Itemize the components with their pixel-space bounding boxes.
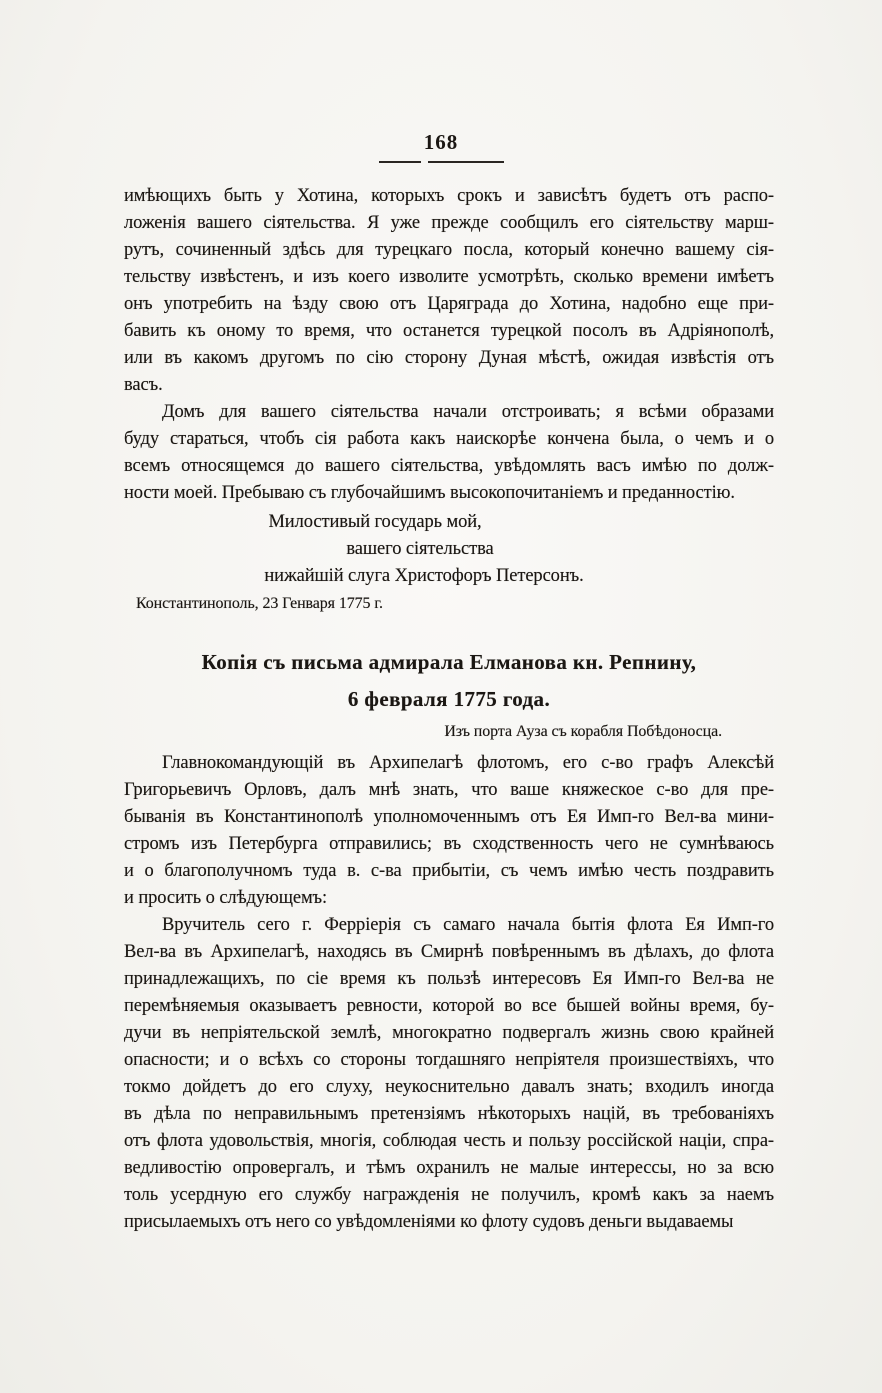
text-line: тельству извѣстенъ, и изъ коего изволите усмотрѣть, сколько времени имѣетъ — [124, 267, 774, 287]
paragraph-continuation — [124, 183, 774, 399]
rule-segment — [379, 161, 421, 163]
page-number-rule — [0, 161, 882, 163]
text-line: всемъ относящемся до вашего сіятельства, увѣдомлять васъ имѣю по долж- — [124, 456, 774, 476]
text-line: бавить къ оному то время, что останется турецкой посолъ въ Адріянополѣ, — [124, 321, 774, 341]
paragraph-ferrieri — [124, 912, 774, 1236]
text-line: ложенія вашего сіятельства. Я уже прежде сообщилъ его сіятельству марш- — [124, 213, 774, 233]
section-heading-line2: 6 февраля 1775 года. — [347, 687, 551, 711]
text-line: Главнокомандующій въ Архипелагѣ флотомъ, его с-во графъ Алексѣй — [162, 753, 774, 773]
paragraph-intro — [124, 750, 774, 912]
text-line: въ дѣла по неправильнымъ претензіямъ нѣкоторыхъ націй, въ требованіяхъ — [124, 1104, 774, 1124]
text-line: рутъ, сочиненный здѣсь для турецкаго посла, который конечно вашему сія- — [124, 240, 774, 260]
text-line: отъ флота удовольствія, многія, соблюдая честь и пользу россійской націи, спра- — [124, 1131, 774, 1151]
page-number: 168 — [423, 130, 459, 154]
section-heading — [124, 644, 774, 718]
closing-salutation: Милостивый государь мой, — [268, 512, 482, 532]
text-line: и просить о слѣдующемъ: — [124, 888, 328, 908]
paragraph-house — [124, 399, 774, 507]
closing-signature: нижайшій слуга Христофоръ Петерсонъ. — [264, 566, 584, 586]
text-line: быванія въ Константинополѣ уполномоченнымъ отъ Ея Имп-го Вел-ва мини- — [124, 807, 774, 827]
rule-segment — [428, 161, 504, 163]
text-line: онъ употребить на ѣзду свою отъ Царяграда до Хотина, надобно еще при- — [124, 294, 774, 314]
text-line: или въ какомъ другомъ по сію сторону Дуная мѣстѣ, ожидая извѣстія отъ — [124, 348, 774, 368]
text-line: имѣющихъ быть у Хотина, которыхъ срокъ и зависѣтъ будетъ отъ распо- — [124, 186, 774, 206]
closing-addressee: вашего сіятельства — [346, 539, 494, 559]
text-line: ведливостію опровергалъ, и тѣмъ охранилъ не малые интерессы, но за всю — [124, 1158, 774, 1178]
text-line: токмо дойдетъ до его слуху, неукоснительно давалъ знать; входилъ иногда — [124, 1077, 774, 1097]
text-line: толь усердную его службу награжденія не получилъ, кромѣ какъ за наемъ — [124, 1185, 774, 1205]
origin-note: Изъ порта Ауза съ корабля Побѣдоносца. — [444, 723, 722, 740]
letter-closing — [124, 509, 774, 590]
text-line: Вручитель сего г. Ферріерія съ самаго начала бытія флота Ея Имп-го — [162, 915, 774, 935]
dateline: Константинополь, 23 Генваря 1775 г. — [136, 595, 383, 612]
text-line: дучи въ непріятельской землѣ, многократно подвергалъ жизнь свою крайней — [124, 1023, 774, 1043]
text-line: ности моей. Пребываю съ глубочайшимъ высокопочитаніемъ и преданностію. — [124, 483, 735, 503]
text-line: присылаемыхъ отъ него со увѣдомленіями ко флоту судовъ деньги выдаваемы — [124, 1212, 734, 1232]
text-line: опасности; и о всѣхъ со стороны тогдашняго непріятеля произшествіяхъ, что — [124, 1050, 774, 1070]
text-line: и о благополучномъ туда в. с-ва прибытіи, съ чемъ имѣю честь поздравить — [124, 861, 774, 881]
text-line: Вел-ва въ Архипелагѣ, находясь въ Смирнѣ повѣреннымъ въ дѣлахъ, до флота — [124, 942, 774, 962]
text-line: Григорьевичъ Орловъ, далъ мнѣ знать, что ваше княжеское с-во для пре- — [124, 780, 774, 800]
text-line: перемѣняемыя оказываетъ ревности, которой во все бышей войны время, бу- — [124, 996, 774, 1016]
text-line: буду стараться, чтобъ сія работа какъ наискорѣе кончена была, о чемъ и о — [124, 429, 774, 449]
text-line: васъ. — [124, 375, 163, 395]
text-line: Домъ для вашего сіятельства начали отстроивать; я всѣми образами — [162, 402, 774, 422]
text-line: принадлежащихъ, по сіе время къ пользѣ интересовъ Ея Имп-го Вел-ва не — [124, 969, 774, 989]
text-block — [124, 183, 774, 1236]
text-line: стромъ изъ Петербурга отправились; въ сходственность чего не сумнѣваюсь — [124, 834, 774, 854]
section-heading-line1: Копія съ письма адмирала Елманова кн. Репнину, — [201, 650, 697, 674]
